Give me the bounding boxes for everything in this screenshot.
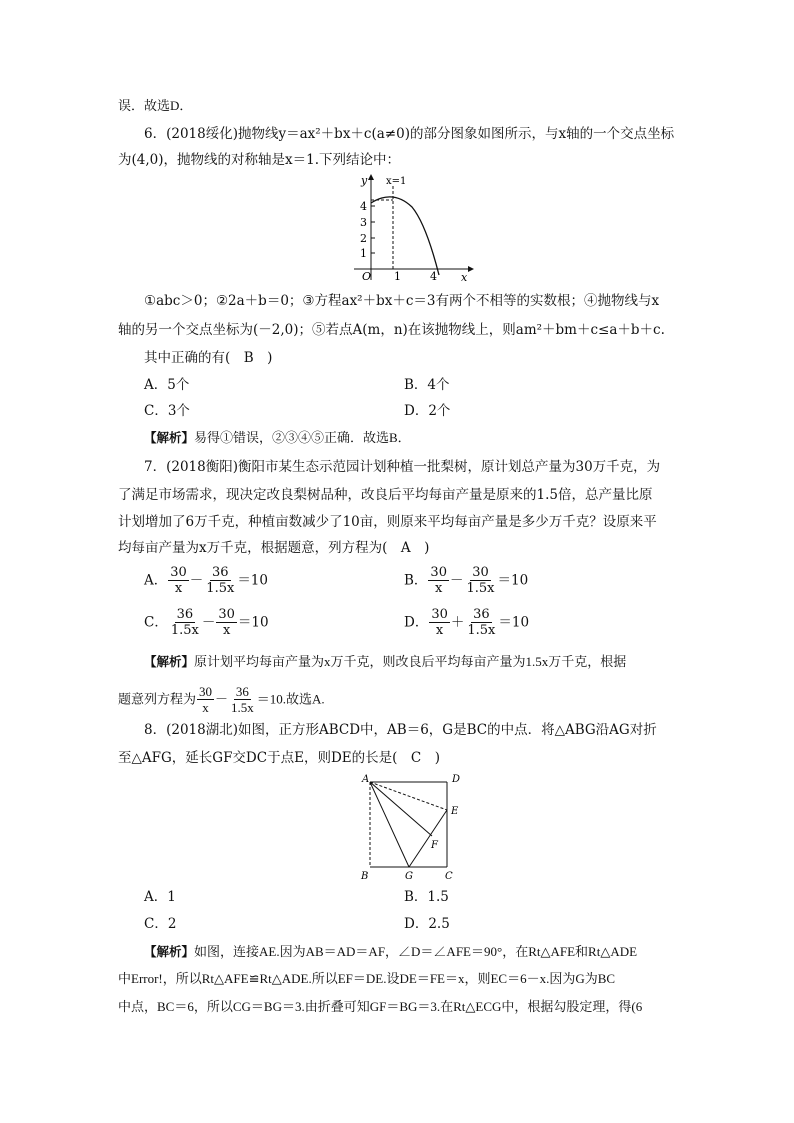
q7-option-d bbox=[404, 607, 529, 638]
q6-option-b: B．4个 bbox=[404, 377, 450, 393]
q7-analysis-line1 bbox=[144, 652, 626, 672]
denominator: 1.5x bbox=[231, 700, 254, 715]
fraction bbox=[216, 607, 237, 638]
fraction bbox=[429, 607, 450, 638]
fig-label-a: A bbox=[362, 774, 370, 785]
fraction bbox=[464, 565, 496, 596]
q7-option-d-label: D． bbox=[404, 614, 429, 631]
graph-sym-label: x=1 bbox=[386, 176, 407, 187]
q8-analysis-line1 bbox=[144, 942, 637, 962]
numerator: 36 bbox=[473, 607, 490, 622]
graph-xtick-1: 1 bbox=[394, 270, 401, 283]
denominator: x bbox=[202, 700, 209, 715]
fig-label-c: C bbox=[445, 871, 453, 882]
q8-analysis-text1: 如图，连接AE.因为AB＝AD＝AF，∠D＝∠AFE＝90°，在Rt△AFE和Rt△ADE bbox=[194, 944, 638, 959]
q7-stem-line4: 均每亩产量为x万千克，根据题意，列方程为( A ) bbox=[118, 540, 430, 556]
denominator: 1.5x bbox=[467, 623, 496, 638]
denominator: 1.5x bbox=[466, 581, 495, 596]
fraction bbox=[168, 565, 189, 596]
fraction bbox=[229, 684, 256, 715]
graph-ytick-4: 4 bbox=[360, 200, 367, 213]
q6-option-d: D．2个 bbox=[404, 403, 451, 419]
q7-analysis-post: ＝10.故选A. bbox=[256, 691, 325, 707]
q8-option-c: C．2 bbox=[144, 916, 177, 932]
fig-label-f: F bbox=[431, 840, 438, 851]
operator: － bbox=[201, 614, 216, 631]
denominator: x bbox=[222, 623, 231, 638]
numerator: 30 bbox=[472, 565, 489, 580]
q7-analysis-text1: 原计划平均每亩产量为x万千克，则改良后平均每亩产量为1.5x万千克，根据 bbox=[194, 654, 627, 669]
q7-stem-line1: 7．(2018衡阳)衡阳市某生态示范园计划种植一批梨树，原计划总产量为30万千克，为 bbox=[144, 459, 661, 475]
denominator: x bbox=[174, 581, 183, 596]
rhs: ＝10 bbox=[498, 614, 530, 631]
graph-origin-label: O bbox=[362, 270, 372, 283]
operator: － bbox=[189, 572, 204, 589]
q7-analysis-pre: 题意列方程为 bbox=[118, 691, 197, 707]
fig-label-g: G bbox=[405, 871, 413, 882]
operator: － bbox=[449, 572, 464, 589]
graph-xtick-4: 4 bbox=[430, 270, 437, 283]
graph-ytick-2: 2 bbox=[360, 232, 367, 245]
fraction bbox=[204, 565, 236, 596]
q7-analysis-line2 bbox=[118, 684, 325, 715]
denominator: 1.5x bbox=[206, 581, 235, 596]
q8-option-a: A．1 bbox=[144, 889, 176, 905]
denominator: x bbox=[435, 623, 444, 638]
q6-stem-line2: 为(4,0)，抛物线的对称轴是x＝1.下列结论中： bbox=[118, 152, 400, 168]
q6-analysis bbox=[144, 428, 411, 448]
analysis-tag: 【解析】 bbox=[144, 655, 195, 669]
q8-stem-line2: 至△AFG，延长GF交DC于点E，则DE的长是( C ) bbox=[118, 750, 440, 766]
q6-option-a: A．5个 bbox=[144, 377, 190, 393]
numerator: 30 bbox=[430, 565, 447, 580]
numerator: 30 bbox=[170, 565, 187, 580]
fraction bbox=[169, 607, 201, 638]
operator: ＋ bbox=[450, 614, 465, 631]
denominator: 1.5x bbox=[170, 623, 199, 638]
operator: － bbox=[215, 691, 229, 707]
prev-analysis-tail: 误．故选D． bbox=[118, 98, 193, 113]
numerator: 36 bbox=[212, 565, 229, 580]
fig-label-b: B bbox=[361, 871, 369, 882]
graph-x-label: x bbox=[461, 271, 468, 284]
q8-analysis-line2: 中Error!，所以Rt△AFE≌Rt△ADE.所以EF＝DE.设DE＝FE＝x，则EC＝6－x.因为G为BC bbox=[118, 971, 616, 986]
q7-stem-line2: 了满足市场需求，现决定改良梨树品种，改良后平均每亩产量是原来的1.5倍，总产量比原 bbox=[118, 487, 653, 503]
numerator: 36 bbox=[176, 607, 194, 622]
fraction bbox=[428, 565, 449, 596]
q8-square-figure bbox=[356, 772, 466, 882]
graph-y-label: y bbox=[361, 174, 368, 187]
q6-analysis-text: 易得①错误，②③④⑤正确．故选B． bbox=[194, 430, 411, 445]
q7-option-c-label: C． bbox=[144, 614, 168, 631]
q7-stem-line3: 计划增加了6万千克，种植亩数减少了10亩，则原来平均每亩产量是多少万千克？设原来平 bbox=[118, 514, 657, 530]
analysis-tag: 【解析】 bbox=[144, 945, 195, 959]
q7-option-c bbox=[144, 607, 269, 638]
graph-ytick-1: 1 bbox=[360, 247, 367, 260]
denominator: x bbox=[435, 581, 443, 596]
numerator: 36 bbox=[235, 684, 249, 699]
q6-conditions-line2: 轴的另一个交点坐标为(－2,0)；⑤若点A(m，n)在该抛物线上，则am²＋bm＋c≤a＋b＋c. bbox=[118, 322, 665, 338]
numerator: 30 bbox=[218, 607, 235, 622]
fraction bbox=[197, 684, 214, 715]
q6-conditions-line1: ①abc＞0；②2a＋b＝0；③方程ax²＋bx＋c＝3有两个不相等的实数根；④抛物线与x bbox=[144, 293, 660, 309]
fig-label-e: E bbox=[451, 806, 459, 817]
q7-option-b-label: B． bbox=[404, 572, 428, 589]
q7-option-b bbox=[404, 565, 528, 596]
q6-parabola-graph bbox=[350, 172, 474, 284]
q8-option-b: B．1.5 bbox=[404, 889, 449, 905]
rhs: ＝10 bbox=[497, 572, 529, 589]
q6-option-c: C．3个 bbox=[144, 403, 190, 419]
q7-option-a-label: A． bbox=[144, 572, 168, 589]
q8-stem-line1: 8．(2018湖北)如图，正方形ABCD中，AB＝6，G是BC的中点．将△ABG沿AG对折 bbox=[144, 722, 657, 738]
rhs: ＝10 bbox=[237, 614, 269, 631]
q6-question: 其中正确的有( B ) bbox=[144, 350, 273, 366]
rhs: ＝10 bbox=[237, 572, 268, 589]
q6-stem-line1: 6．(2018绥化)抛物线y＝ax²＋bx＋c(a≠0)的部分图象如图所示，与x轴的一个交点坐标 bbox=[144, 126, 675, 142]
fraction bbox=[465, 607, 497, 638]
numerator: 30 bbox=[431, 607, 448, 622]
q7-option-a bbox=[144, 565, 268, 596]
analysis-tag: 【解析】 bbox=[144, 431, 195, 445]
q8-option-d: D．2.5 bbox=[404, 916, 450, 932]
numerator: 30 bbox=[199, 684, 213, 699]
fig-label-d: D bbox=[452, 774, 461, 785]
q8-analysis-line3: 中点，BC＝6，所以CG＝BG＝3.由折叠可知GF＝BG＝3.在Rt△ECG中，根据勾股定理，得(6 bbox=[118, 999, 643, 1014]
graph-ytick-3: 3 bbox=[360, 216, 367, 229]
